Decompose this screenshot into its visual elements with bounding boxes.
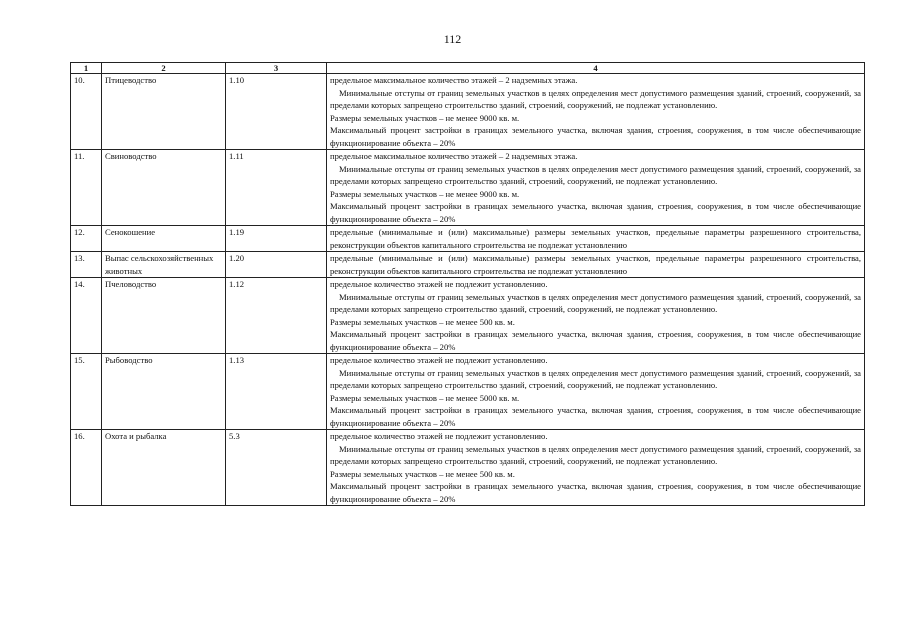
param-line: Максимальный процент застройки в границах земельного участка, включая здания, строения, сооружения, в том числе обеспечивающие функционирование объекта – 20% <box>330 481 861 504</box>
use-name: Рыбоводство <box>102 354 226 430</box>
use-name: Пчеловодство <box>102 278 226 354</box>
param-line: Максимальный процент застройки в границах земельного участка, включая здания, строения, сооружения, в том числе обеспечивающие функционирование объекта – 20% <box>330 329 861 352</box>
use-parameters <box>327 74 865 150</box>
param-line: Минимальные отступы от границ земельных участков в целях определения мест допустимого размещения зданий, строений, сооружений, за пределами которых запрещено строительство зданий, строений, сооружений, не подлежат установлению. <box>330 291 861 314</box>
header-col-3: 3 <box>226 63 327 74</box>
row-number: 15. <box>71 354 102 430</box>
row-number: 11. <box>71 150 102 226</box>
page-number: 112 <box>443 32 462 46</box>
table-row <box>71 278 865 354</box>
param-line: предельное максимальное количество этажей – 2 надземных этажа. <box>330 151 578 161</box>
param-line: предельное количество этажей не подлежит установлению. <box>330 279 548 289</box>
param-line: Размеры земельных участков – не менее 5000 кв. м. <box>330 392 520 403</box>
param-line: Размеры земельных участков – не менее 500 кв. м. <box>330 316 515 327</box>
header-col-1: 1 <box>71 63 102 74</box>
table-row <box>71 430 865 506</box>
param-line: Максимальный процент застройки в границах земельного участка, включая здания, строения, сооружения, в том числе обеспечивающие функционирование объекта – 20% <box>330 405 861 428</box>
use-parameters <box>327 252 865 278</box>
row-number: 12. <box>71 226 102 252</box>
param-line: Размеры земельных участков – не менее 500 кв. м. <box>330 468 515 479</box>
param-line: предельные (минимальные и (или) максимальные) размеры земельных участков, предельные параметры разрешенного строительства, реконструкции объектов капитального строительства не подлежат установлению <box>330 227 861 250</box>
use-parameters <box>327 430 865 506</box>
row-number: 10. <box>71 74 102 150</box>
param-line: Минимальные отступы от границ земельных участков в целях определения мест допустимого размещения зданий, строений, сооружений, за пределами которых запрещено строительство зданий, строений, сооружений, не подлежат установлению. <box>330 163 861 186</box>
use-parameters <box>327 150 865 226</box>
use-code: 1.11 <box>226 150 327 226</box>
use-code: 1.20 <box>226 252 327 278</box>
param-line: предельное количество этажей не подлежит установлению. <box>330 431 548 441</box>
land-use-table <box>70 62 865 506</box>
param-line: Размеры земельных участков – не менее 9000 кв. м. <box>330 112 520 123</box>
table-row <box>71 252 865 278</box>
use-name: Свиноводство <box>102 150 226 226</box>
table-row <box>71 354 865 430</box>
table-row <box>71 74 865 150</box>
use-code: 5.3 <box>226 430 327 506</box>
param-line: Максимальный процент застройки в границах земельного участка, включая здания, строения, сооружения, в том числе обеспечивающие функционирование объекта – 20% <box>330 201 861 224</box>
use-code: 1.10 <box>226 74 327 150</box>
use-name: Охота и рыбалка <box>102 430 226 506</box>
use-code: 1.19 <box>226 226 327 252</box>
param-line: Минимальные отступы от границ земельных участков в целях определения мест допустимого размещения зданий, строений, сооружений, за пределами которых запрещено строительство зданий, строений, сооружений, не подлежат установлению. <box>330 87 861 110</box>
table-row <box>71 226 865 252</box>
param-line: Размеры земельных участков – не менее 9000 кв. м. <box>330 188 520 199</box>
row-number: 16. <box>71 430 102 506</box>
param-line: Минимальные отступы от границ земельных участков в целях определения мест допустимого размещения зданий, строений, сооружений, за пределами которых запрещено строительство зданий, строений, сооружений, не подлежат установлению. <box>330 367 861 390</box>
header-col-2: 2 <box>102 63 226 74</box>
use-code: 1.13 <box>226 354 327 430</box>
use-name: Выпас сельскохозяйственных животных <box>102 252 226 278</box>
use-name: Сенокошение <box>102 226 226 252</box>
use-parameters <box>327 226 865 252</box>
param-line: предельное количество этажей не подлежит установлению. <box>330 355 548 365</box>
table-row <box>71 150 865 226</box>
use-parameters <box>327 354 865 430</box>
use-code: 1.12 <box>226 278 327 354</box>
header-col-4: 4 <box>327 63 865 74</box>
param-line: Максимальный процент застройки в границах земельного участка, включая здания, строения, сооружения, в том числе обеспечивающие функционирование объекта – 20% <box>330 125 861 148</box>
use-name: Птицеводство <box>102 74 226 150</box>
table-header-row <box>71 63 865 74</box>
use-parameters <box>327 278 865 354</box>
row-number: 13. <box>71 252 102 278</box>
param-line: предельное максимальное количество этажей – 2 надземных этажа. <box>330 75 578 85</box>
row-number: 14. <box>71 278 102 354</box>
param-line: предельные (минимальные и (или) максимальные) размеры земельных участков, предельные параметры разрешенного строительства, реконструкции объектов капитального строительства не подлежат установлению <box>330 253 861 276</box>
param-line: Минимальные отступы от границ земельных участков в целях определения мест допустимого размещения зданий, строений, сооружений, за пределами которых запрещено строительство зданий, строений, сооружений, не подлежат установлению. <box>330 443 861 466</box>
